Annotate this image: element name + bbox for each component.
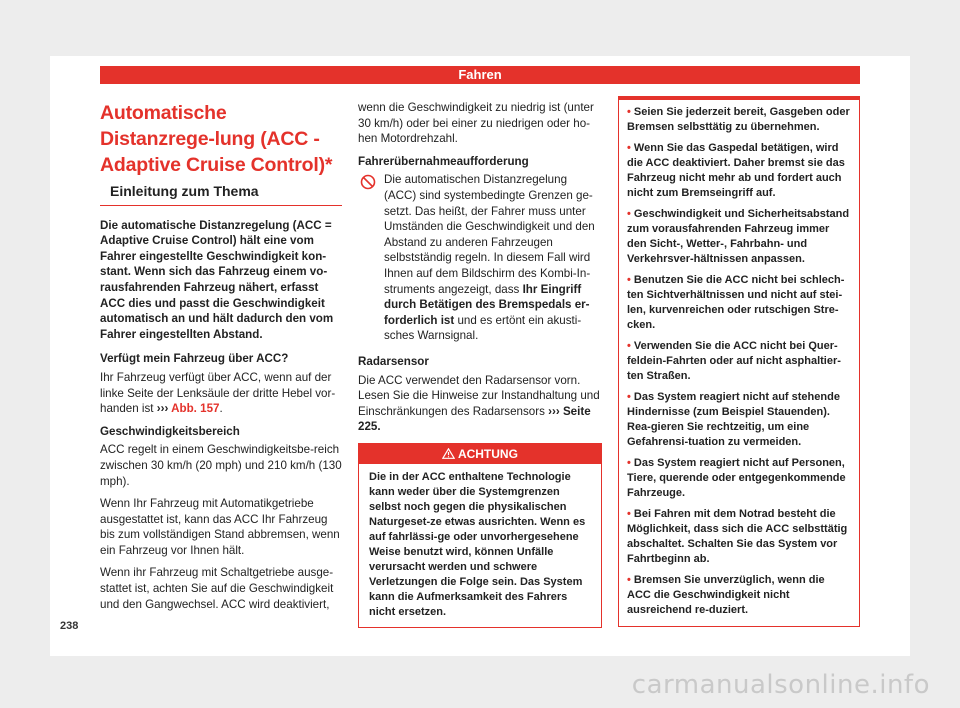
manual-gearbox-text: Wenn ihr Fahrzeug mit Schaltgetriebe ausge-stattet ist, achten Sie auf die Geschwindigkeit und den Gangwechsel. ACC wird deaktiviert,: [100, 566, 334, 611]
speed-range-text: ACC regelt in einem Geschwindigkeitsbe-reich zwischen 30 km/h (20 mph) und 210 km/h (130 mph).: [100, 443, 342, 488]
section-heading: Einleitung zum Thema: [100, 184, 342, 206]
warning-list-box: [618, 96, 860, 627]
speed-range-heading: Geschwindigkeitsbereich: [100, 424, 240, 438]
bullet-icon: •: [627, 340, 631, 352]
bullet-icon: •: [627, 508, 631, 520]
list-item: • Bremsen Sie unverzüglich, wenn die ACC die Geschwindigkeit nicht ausreichend re-duziert.: [627, 574, 825, 616]
list-item: • Seien Sie jederzeit bereit, Gasgeben oder Bremsen selbsttätig zu übernehmen.: [627, 106, 850, 133]
bullet-icon: •: [627, 574, 631, 586]
radar-text: Die ACC verwendet den Radarsensor vorn. Lesen Sie die Hinweise zur Instandhaltung und Einschränkungen des Radarsensors ››› Seite 225.: [358, 373, 600, 434]
list-item: • Das System reagiert nicht auf stehende Hindernisse (zum Beispiel Stauenden). Rea-gieren Sie rechtzeitig, um eine Gefahrensi-tuation zu vermeiden.: [627, 391, 840, 448]
note-icon: [358, 172, 384, 344]
acc-question-text: Ihr Fahrzeug verfügt über ACC, wenn auf der linke Seite der Lenksäule der dritte Hebel vor-handen ist ››› Abb. 157.: [100, 370, 336, 416]
list-item: • Geschwindigkeit und Sicherheitsabstand zum vorausfahrenden Fahrzeug immer den Sicht-, Wetter-, Fahrbahn- und Verkehrsver-hältnissen anpassen.: [627, 208, 850, 265]
bullet-icon: •: [627, 274, 631, 286]
warning-text: Die in der ACC enthaltene Technologie kann weder über die Systemgrenzen selbst noch gegen die physikalischen Naturgeset-ze etwas ausrichten. Wenn es auf fahrlässi-ge oder unvorhergesehene Weise benutzt wird, können Unfälle verursacht werden und schwere Verletzungen die Folge sein. Das System kann die Aufmerksamkeit des Fahrers nicht ersetzen.: [369, 470, 586, 618]
ref-arrows: ›››: [156, 402, 169, 416]
list-item: • Benutzen Sie die ACC nicht bei schlech-ten Sichtverhältnissen und nicht auf stei-len, kurvenreichen oder rutschigen Stre-cken.: [627, 274, 845, 331]
radar-page-link[interactable]: ››› Seite 225.: [358, 404, 591, 434]
list-item: • Das System reagiert nicht auf Personen, Tiere, querende oder entgegenkommende Fahrzeuge.: [627, 457, 846, 499]
page-title: Automatische Distanzrege-lung (ACC - Adaptive Cruise Control)*: [100, 102, 333, 176]
warning-box: [358, 443, 602, 628]
radar-heading: Radarsensor: [358, 354, 429, 368]
warning-header: [359, 444, 601, 464]
page-number: 238: [60, 620, 79, 632]
takeover-heading: Fahrerübernahmeaufforderung: [358, 154, 529, 168]
watermark: carmanualsonline.info: [631, 670, 930, 700]
warning-title: ACHTUNG: [457, 446, 518, 461]
automatic-gearbox-text: Wenn Ihr Fahrzeug mit Automatikgetriebe ausgestattet ist, kann das ACC Ihr Fahrzeug bis zum vollständigen Stand abbremsen, wenn ein Fahrzeug vor Ihnen hält.: [100, 497, 340, 557]
list-item: • Verwenden Sie die ACC nicht bei Quer-feldein-Fahrten oder auf nicht asphaltier-ten Straßen.: [627, 340, 841, 382]
page-header: Fahren: [100, 66, 860, 84]
bullet-icon: •: [627, 208, 631, 220]
takeover-note-text: Die automatischen Distanzregelung (ACC) sind systembedingte Grenzen ge-setzt. Das heißt, der Fahrer muss unter Umständen die Geschwindigkeit und den Abstand zu anderen Fahrzeugen selbstständig regeln. In diesem Fall wird Ihnen auf dem Bildschirm des Kombi-In-struments angezeigt, dass Ihr Eingriff durch Betätigen des Bremspedals er-forderlich ist und es ertönt ein akusti-sches Warnsignal.: [384, 173, 595, 343]
bullet-icon: •: [627, 142, 631, 154]
intro-paragraph: Die automatische Distanzregelung (ACC = Adaptive Cruise Control) hält eine vom Fahrer eingestellte Geschwindigkeit kon-stant. Wenn sich das Fahrzeug einem vo-rausfahrenden Fahrzeug nähert, erfasst ACC dies und passt die Geschwindigkeit automatisch an und hält dadurch den vom Fahrer eingestellten Abstand.: [100, 218, 334, 341]
warning-icon: [442, 447, 458, 461]
bullet-icon: •: [627, 391, 631, 403]
column-left: [100, 100, 342, 619]
bullet-icon: •: [627, 457, 631, 469]
list-item: • Bei Fahren mit dem Notrad besteht die Möglichkeit, dass sich die ACC selbsttätig abschaltet. Schalten Sie das System vor Fahrtbeginn ab.: [627, 508, 848, 565]
column-right: [618, 96, 860, 627]
figure-link[interactable]: Abb. 157: [171, 402, 220, 416]
list-item: • Wenn Sie das Gaspedal betätigen, wird die ACC deaktiviert. Daher bremst sie das Fahrzeug nicht mehr ab und fordert auch nicht zum Bremseingriff auf.: [627, 142, 845, 199]
continued-paragraph: wenn die Geschwindigkeit zu niedrig ist (unter 30 km/h) oder bei einer zu niedrigen oder ho-hen Motordrehzahl.: [358, 101, 594, 146]
bullet-icon: •: [627, 106, 631, 118]
acc-question-heading: Verfügt mein Fahrzeug über ACC?: [100, 352, 289, 366]
takeover-note: [358, 172, 602, 344]
column-middle: [358, 100, 602, 628]
